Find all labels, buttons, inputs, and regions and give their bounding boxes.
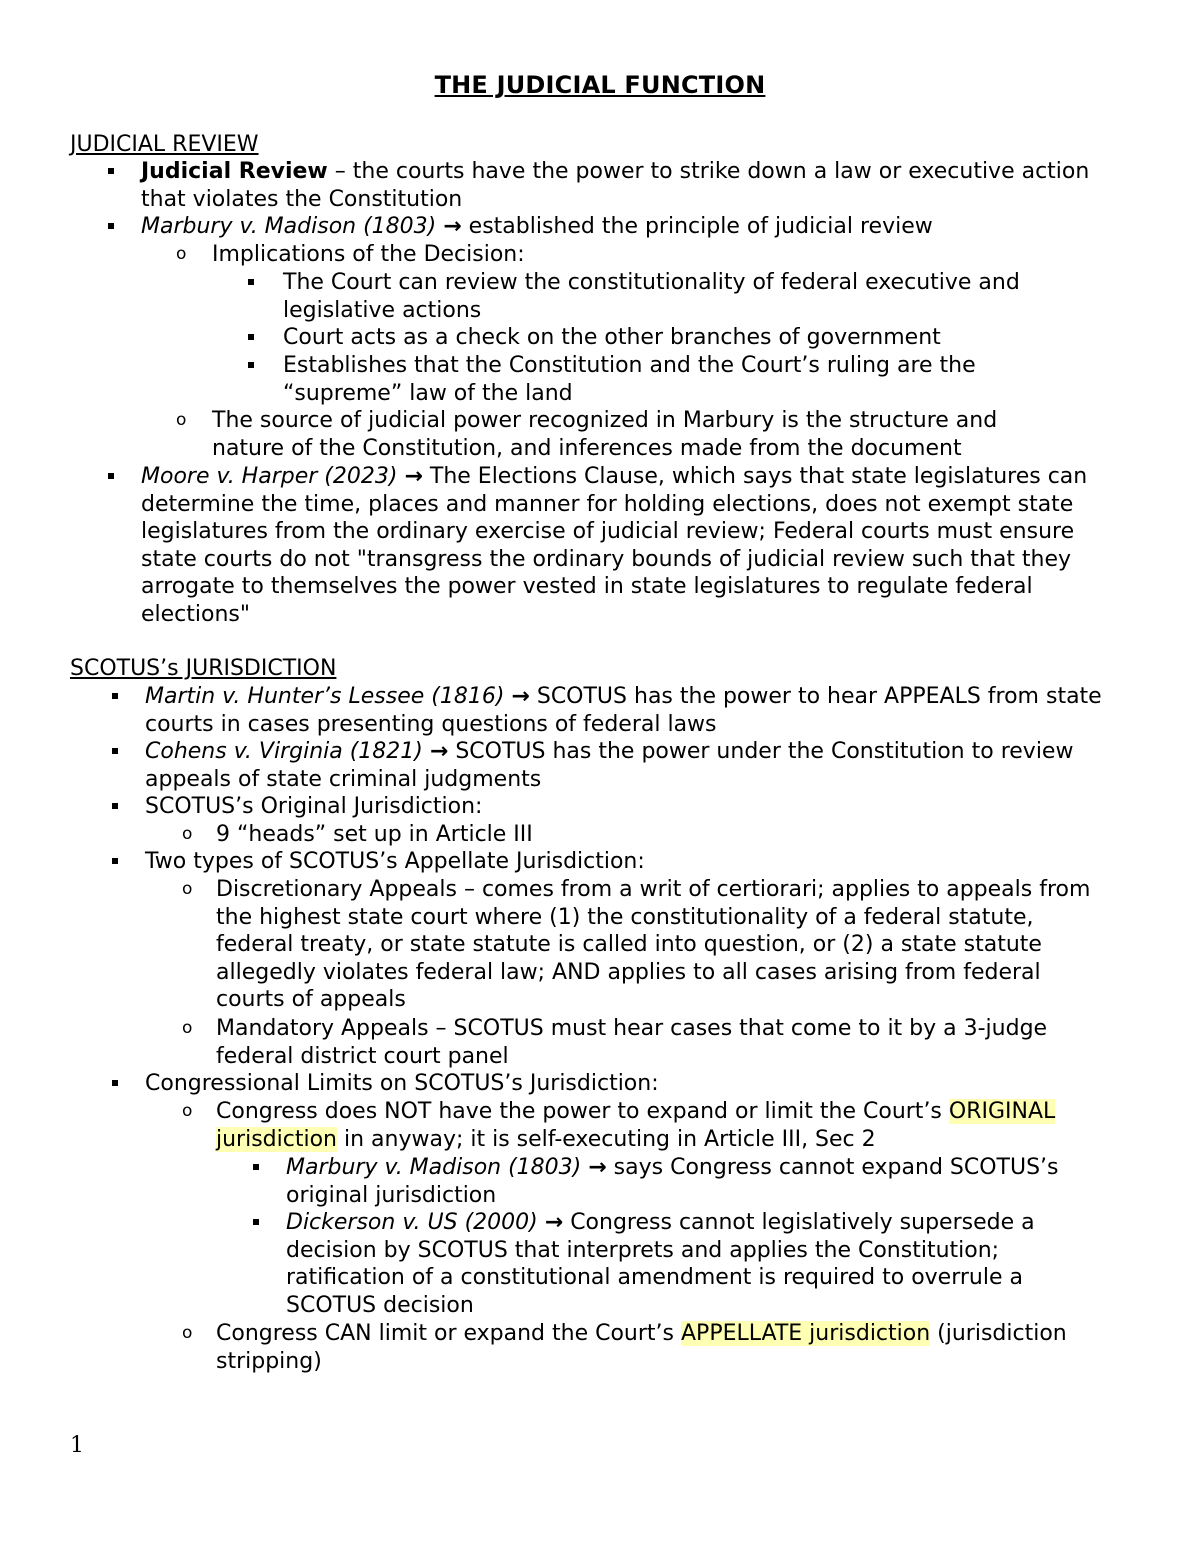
list-item-heads: 9 “heads” set up in Article III bbox=[216, 822, 533, 847]
square-bullet-icon bbox=[248, 362, 254, 368]
list-item-dickerson bbox=[286, 1209, 1106, 1319]
section-heading-jurisdiction: SCOTUS’s JURISDICTION bbox=[70, 656, 337, 681]
case-name: Marbury v. Madison (1803) bbox=[141, 214, 437, 239]
circle-bullet-icon: o bbox=[182, 1323, 193, 1343]
list-item-source: The source of judicial power recognized in Marbury is the structure and nature of the Constitution, and inferences made from the document bbox=[212, 408, 998, 461]
text: SCOTUS has the power under the Constitution to review appeals of state criminal judgments bbox=[145, 739, 1074, 792]
square-bullet-icon bbox=[248, 279, 254, 285]
list-item-mandatory: Mandatory Appeals – SCOTUS must hear cases that come to it by a 3-judge federal district court panel bbox=[216, 1016, 1048, 1069]
list-item-original: SCOTUS’s Original Jurisdiction: bbox=[145, 794, 483, 819]
page-number: 1 bbox=[70, 1433, 84, 1458]
square-bullet-icon bbox=[112, 803, 118, 809]
square-bullet-icon bbox=[112, 748, 118, 754]
list-item-two-types: Two types of SCOTUS’s Appellate Jurisdiction: bbox=[145, 849, 645, 874]
circle-bullet-icon: o bbox=[182, 1018, 193, 1038]
text: The Elections Clause, which says that state legislatures can determine the time, places and manner for holding elections, does not exempt state legislatures from the ordinary exercise of judicial review; Federal courts must ensure state courts do not "transgress the ordinary bounds of judicial review such that they arrogate to themselves the power vested in state legislatures to regulate federal elections" bbox=[141, 464, 1088, 627]
text: – the courts have the power to strike down a law or executive action that violates the Constitution bbox=[141, 159, 1090, 212]
list-item-implication-2: Court acts as a check on the other branches of government bbox=[283, 325, 941, 350]
text: established the principle of judicial review bbox=[461, 214, 933, 239]
list-item-moore bbox=[141, 463, 1131, 629]
case-name: Moore v. Harper (2023) bbox=[141, 464, 398, 489]
list-item-marbury-2 bbox=[286, 1154, 1126, 1209]
term: Judicial Review bbox=[141, 159, 328, 184]
arrow-icon: → bbox=[443, 214, 462, 239]
list-item-limits: Congressional Limits on SCOTUS’s Jurisdiction: bbox=[145, 1071, 659, 1096]
text: Congress does NOT have the power to expand or limit the Court’s bbox=[216, 1099, 949, 1124]
circle-bullet-icon: o bbox=[182, 824, 193, 844]
square-bullet-icon bbox=[248, 334, 254, 340]
square-bullet-icon bbox=[253, 1164, 259, 1170]
arrow-icon: → bbox=[544, 1210, 564, 1235]
list-item-can-limit bbox=[216, 1320, 1146, 1375]
text: Congress CAN limit or expand the Court’s bbox=[216, 1321, 681, 1346]
list-item-discretionary: Discretionary Appeals – comes from a writ of certiorari; applies to appeals from the highest state court where (1) the constitutionality of a federal statute, federal treaty, or state statute is called into question, or (2) a state statute allegedly violates federal law; AND applies to all cases arising from federal courts of appeals bbox=[216, 877, 1091, 1013]
square-bullet-icon bbox=[112, 858, 118, 864]
case-name: Dickerson v. US (2000) bbox=[286, 1210, 538, 1235]
case-name: Marbury v. Madison (1803) bbox=[286, 1155, 582, 1180]
list-item-implication-1: The Court can review the constitutionality of federal executive and legislative actions bbox=[283, 270, 1020, 323]
square-bullet-icon bbox=[108, 223, 114, 229]
list-item-marbury bbox=[141, 213, 1101, 241]
arrow-icon: → bbox=[588, 1155, 607, 1180]
case-name: Martin v. Hunter’s Lessee (1816) bbox=[145, 684, 505, 709]
list-item-implication-3: Establishes that the Constitution and the Court’s ruling are the “supreme” law of the land bbox=[283, 353, 976, 406]
highlighted-text: ORIGINAL jurisdiction bbox=[216, 1099, 1056, 1152]
text: (jurisdiction stripping) bbox=[216, 1321, 1067, 1374]
arrow-icon: → bbox=[511, 684, 530, 709]
square-bullet-icon bbox=[108, 473, 114, 479]
square-bullet-icon bbox=[112, 1080, 118, 1086]
case-name: Cohens v. Virginia (1821) bbox=[145, 739, 423, 764]
arrow-icon: → bbox=[404, 464, 423, 489]
arrow-icon: → bbox=[429, 739, 449, 764]
circle-bullet-icon: o bbox=[182, 879, 193, 899]
circle-bullet-icon: o bbox=[182, 1101, 193, 1121]
page-title: THE JUDICIAL FUNCTION bbox=[434, 71, 766, 99]
circle-bullet-icon: o bbox=[176, 244, 187, 264]
square-bullet-icon bbox=[108, 168, 114, 174]
text: SCOTUS has the power to hear APPEALS from state courts in cases presenting questions of federal laws bbox=[145, 684, 1102, 737]
list-item-judicial-review bbox=[141, 158, 1101, 213]
section-heading-judicial-review: JUDICIAL REVIEW bbox=[70, 132, 259, 157]
circle-bullet-icon: o bbox=[176, 410, 187, 430]
square-bullet-icon bbox=[253, 1219, 259, 1225]
list-item-cohens bbox=[145, 738, 1105, 793]
list-item-no-power bbox=[216, 1098, 1126, 1153]
text: says Congress cannot expand SCOTUS’s original jurisdiction bbox=[286, 1155, 1059, 1208]
list-item-implications: Implications of the Decision: bbox=[212, 242, 525, 267]
list-item-martin bbox=[145, 683, 1125, 738]
text: Congress cannot legislatively supersede a decision by SCOTUS that interprets and applies the Constitution; ratification of a constitutional amendment is required to overrule a SCOTUS decision bbox=[286, 1210, 1035, 1318]
square-bullet-icon bbox=[112, 693, 118, 699]
text: in anyway; it is self-executing in Article III, Sec 2 bbox=[337, 1126, 876, 1152]
highlighted-text: APPELLATE jurisdiction bbox=[681, 1321, 931, 1346]
